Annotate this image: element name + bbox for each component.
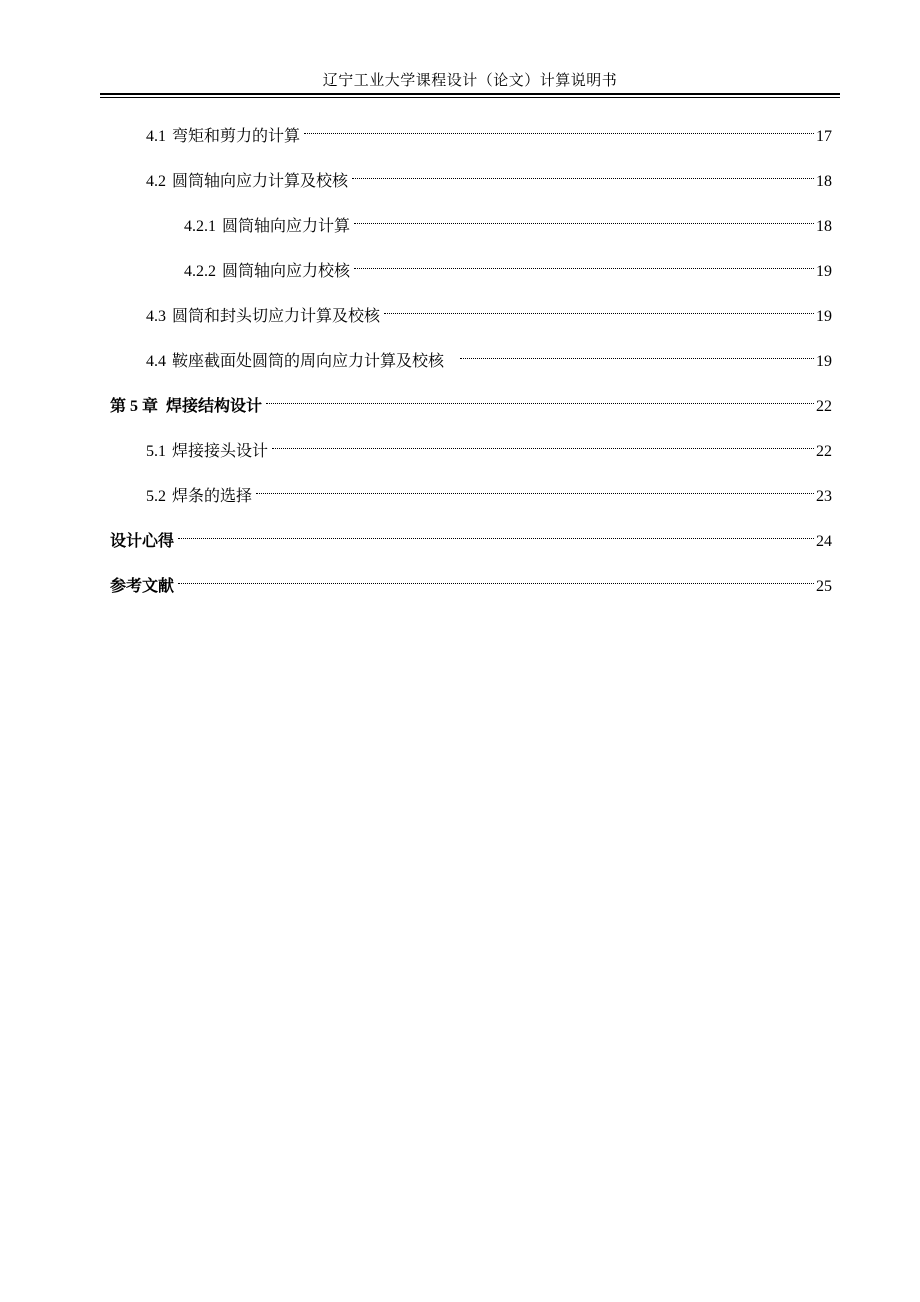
toc-entry-number: 5.2 [146, 488, 166, 505]
toc-entry-page: 17 [816, 128, 832, 145]
toc-entry-page: 22 [816, 398, 832, 415]
toc-dot-leader [256, 475, 814, 501]
toc-entry-number: 4.2.1 [184, 218, 216, 235]
toc-entry-title: 焊接结构设计 [166, 396, 263, 415]
toc-entry-label [110, 528, 178, 554]
toc-entry-page: 25 [816, 578, 832, 595]
toc-entry-4-2-1[interactable] [184, 205, 832, 235]
toc-entry-4-2[interactable] [146, 160, 832, 190]
header-rule-thick [100, 93, 840, 95]
toc-entry-title: 设计心得 [110, 531, 175, 550]
header-title: 辽宁工业大学课程设计（论文）计算说明书 [322, 71, 618, 89]
toc-entry-title: 圆筒轴向应力计算 [222, 216, 351, 235]
toc-dot-leader [178, 520, 814, 546]
toc-entry-page: 19 [816, 353, 832, 370]
toc-entry-page: 22 [816, 443, 832, 460]
toc-entry-label [146, 123, 304, 150]
toc-entry-page: 24 [816, 533, 832, 550]
toc-entry-4-3[interactable] [146, 295, 832, 325]
toc-entry-title: 焊条的选择 [172, 486, 253, 505]
toc-entry-label [146, 303, 384, 330]
toc-entry-chapter-5[interactable] [110, 385, 832, 415]
toc-entry-title: 圆筒轴向应力校核 [222, 261, 351, 280]
toc-entry-number: 4.2.2 [184, 263, 216, 280]
toc-entry-page: 19 [816, 308, 832, 325]
toc-entry-design-reflections[interactable] [110, 520, 832, 550]
toc-entry-label [146, 168, 352, 195]
toc-dot-leader [272, 430, 814, 456]
toc-entry-label [184, 213, 354, 240]
toc-dot-leader [178, 565, 814, 591]
toc-entry-number: 4.2 [146, 173, 166, 190]
toc-dot-leader [266, 385, 814, 411]
toc-entry-title: 弯矩和剪力的计算 [172, 126, 301, 145]
toc-entry-number: 4.1 [146, 128, 166, 145]
toc-entry-label [110, 573, 178, 599]
toc-entry-4-4[interactable] [146, 340, 832, 370]
toc-dot-leader [352, 160, 814, 186]
toc-entry-label [146, 483, 256, 510]
toc-entry-page: 18 [816, 173, 832, 190]
toc-dot-leader [304, 115, 814, 141]
toc-entry-label [146, 438, 272, 465]
toc-entry-page: 18 [816, 218, 832, 235]
toc-entry-title: 鞍座截面处圆筒的周向应力计算及校核 [172, 351, 445, 370]
toc-entry-4-1[interactable] [146, 115, 832, 145]
toc-entry-number: 4.3 [146, 308, 166, 325]
toc-entry-page: 23 [816, 488, 832, 505]
toc-entry-references[interactable] [110, 565, 832, 595]
toc-entry-4-2-2[interactable] [184, 250, 832, 280]
toc-entry-page: 19 [816, 263, 832, 280]
toc-dot-leader [354, 250, 814, 276]
toc-entry-label [110, 393, 266, 420]
toc-entry-5-2[interactable] [146, 475, 832, 505]
toc-entry-title: 参考文献 [110, 576, 175, 595]
toc-entry-label [184, 258, 354, 285]
toc-entry-title: 圆筒轴向应力计算及校核 [172, 171, 349, 190]
toc-entry-title: 圆筒和封头切应力计算及校核 [172, 306, 381, 325]
toc-dot-leader [354, 205, 814, 231]
toc-entry-number: 5.1 [146, 443, 166, 460]
toc-entry-title: 焊接接头设计 [172, 441, 269, 460]
toc-dot-leader [460, 340, 814, 366]
toc-entry-number: 第 5 章 [110, 398, 159, 415]
toc-dot-leader [384, 295, 814, 321]
toc-entry-number: 4.4 [146, 353, 166, 370]
toc-entry-5-1[interactable] [146, 430, 832, 460]
toc-entry-label [146, 348, 460, 375]
header-rule-thin [100, 97, 840, 98]
